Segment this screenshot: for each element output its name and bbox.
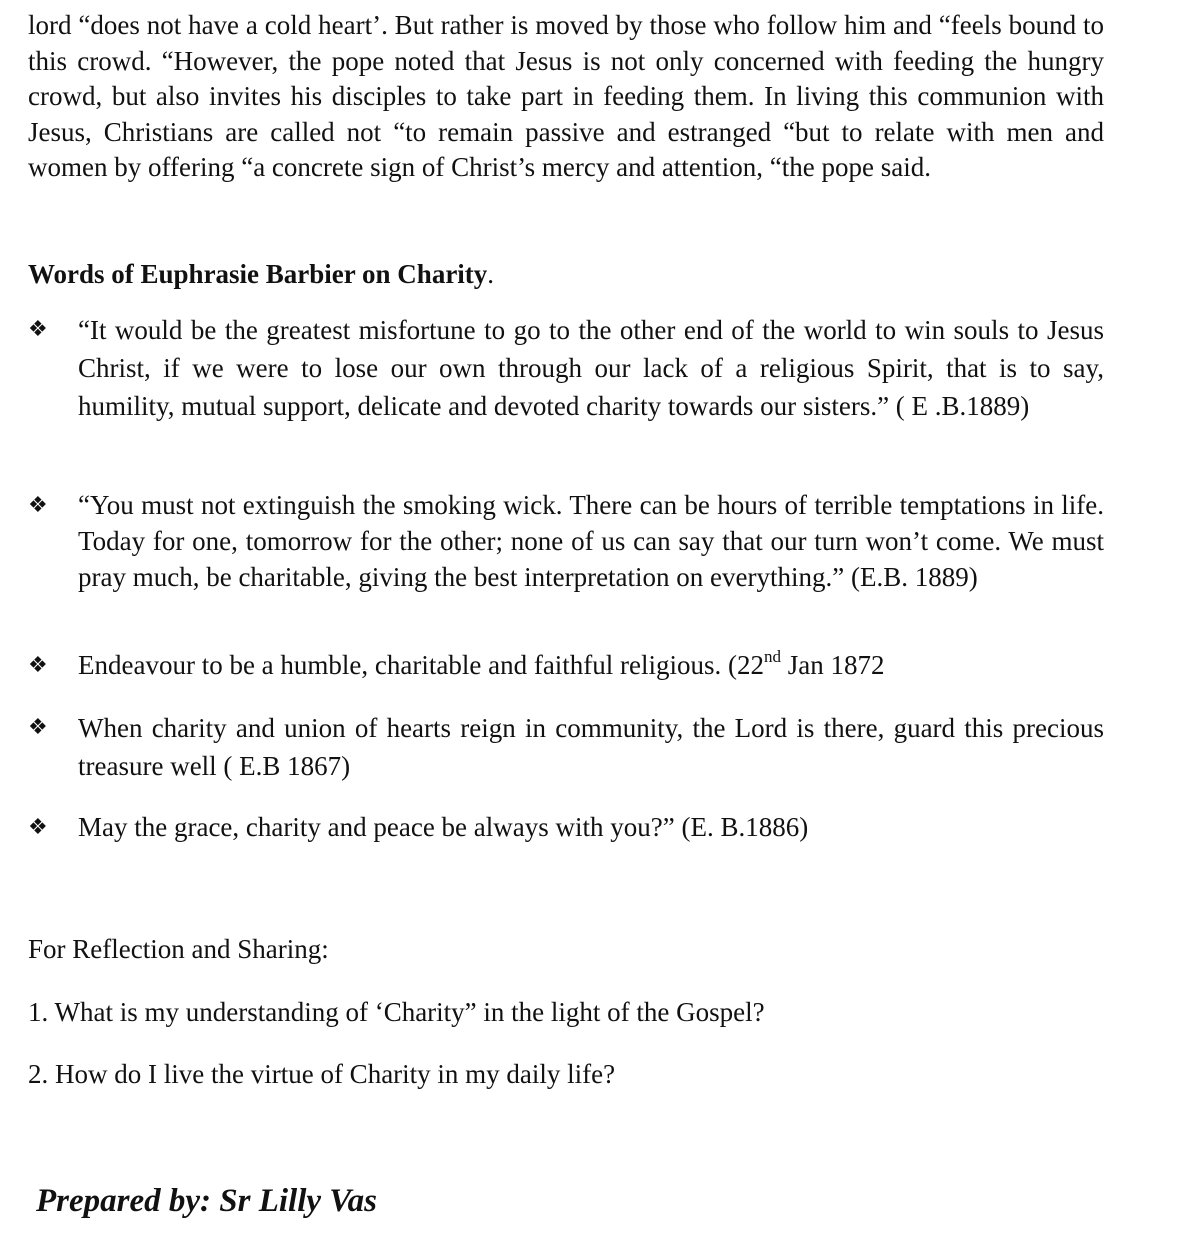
section-heading-title: Words of Euphrasie Barbier on Charity bbox=[28, 259, 488, 289]
quote-text-5: May the grace, charity and peace be always with you?” (E. B.1886) bbox=[78, 812, 809, 842]
reflection-question-1: 1. What is my understanding of ‘Charity” in the light of the Gospel? bbox=[28, 997, 765, 1027]
ordinal-superscript: nd bbox=[764, 647, 782, 666]
four-diamond-bullet-icon: ❖ bbox=[28, 492, 48, 517]
quote-text-4: When charity and union of hearts reign in community, the Lord is there, guard this precious treasure well ( E.B 1867) bbox=[78, 713, 1104, 781]
reflection-title: For Reflection and Sharing: bbox=[28, 934, 329, 964]
quote-text-2: “You must not extinguish the smoking wick. There can be hours of terrible temptations in life. Today for one, tomorrow for the other; none of us can say that our turn won’t come. We must pray much, be charitable, giving the best interpretation on everything.” (E.B. 1889) bbox=[78, 490, 1104, 592]
intro-paragraph: lord “does not have a cold heart’. But rather is moved by those who follow him and “feels bound to this crowd. “However, the pope noted that Jesus is not only concerned with feeding the hungry crowd, but also invites his disciples to take part in feeding them. In living this communion with Jesus, Christians are called not “to remain passive and estranged “but to relate with men and women by offering “a concrete sign of Christ’s mercy and attention, “the pope said. bbox=[28, 10, 1104, 183]
quote-text-3-date: Jan 1872 bbox=[781, 650, 885, 680]
section-heading bbox=[28, 256, 494, 292]
four-diamond-bullet-icon: ❖ bbox=[28, 814, 48, 839]
quote-text-1: “It would be the greatest misfortune to go to the other end of the world to win souls to Jesus Christ, if we were to lose our own through our lack of a religious Spirit, that is to say, humility, mutual support, delicate and devoted charity towards our sisters.” ( E .B.1889) bbox=[78, 315, 1104, 421]
four-diamond-bullet-icon: ❖ bbox=[28, 316, 48, 341]
prepared-by-signature: Prepared by: Sr Lilly Vas bbox=[36, 1183, 377, 1219]
quote-text-3 bbox=[78, 647, 1104, 683]
section-heading-period: . bbox=[487, 259, 495, 289]
four-diamond-bullet-icon: ❖ bbox=[28, 714, 48, 739]
four-diamond-bullet-icon: ❖ bbox=[28, 652, 48, 677]
reflection-question-2: 2. How do I live the virtue of Charity in my daily life? bbox=[28, 1059, 616, 1089]
quote-text-3-main: Endeavour to be a humble, charitable and faithful religious. (22 bbox=[78, 650, 765, 680]
